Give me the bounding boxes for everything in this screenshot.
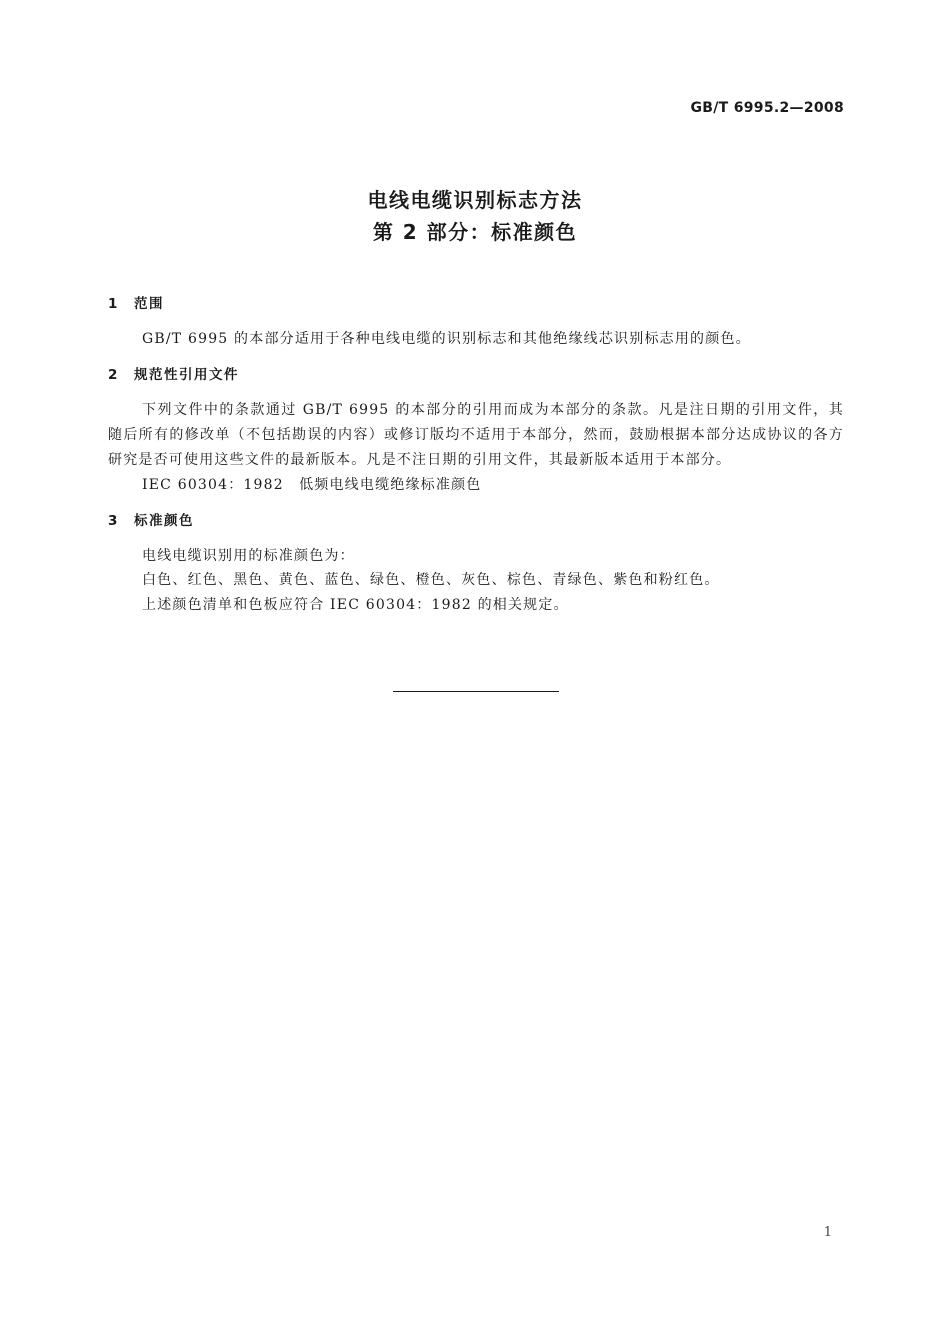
reference-item: IEC 60304：1982 低频电线电缆绝缘标准颜色 xyxy=(142,477,482,493)
section-number: 2 xyxy=(108,367,119,383)
section-number: 3 xyxy=(108,512,119,529)
colors-intro-line: 电线电缆识别用的标准颜色为： xyxy=(142,547,355,564)
section-heading-standard-colors xyxy=(108,510,844,532)
section-title: 规范性引用文件 xyxy=(134,367,239,383)
end-rule xyxy=(393,691,559,692)
colors-compliance-line: 上述颜色清单和色板应符合 IEC 60304：1982 的相关规定。 xyxy=(142,596,569,613)
scope-paragraph: GB/T 6995 的本部分适用于各种电线电缆的识别标志和其他绝缘线芯识别标志用的颜色。 xyxy=(142,331,751,347)
section-heading-scope xyxy=(108,293,844,315)
document-body xyxy=(108,293,844,617)
section-title: 范围 xyxy=(134,296,164,312)
document-subtitle: 第 2 部分：标准颜色 xyxy=(372,220,578,244)
page-number: 1 xyxy=(823,1225,832,1240)
section-heading-normative-references xyxy=(108,364,844,386)
standard-code: GB/T 6995.2—2008 xyxy=(690,100,844,116)
section-title: 标准颜色 xyxy=(134,512,194,529)
references-paragraph: 下列文件中的条款通过 GB/T 6995 的本部分的引用而成为本部分的条款。凡是注日期的引用文件，其随后所有的修改单（不包括勘误的内容）或修订版均不适用于本部分，然而，鼓励根据本部分达成协议的各方研究是否可使用这些文件的最新版本。凡是不注日期的引用文件，其最新版本适用于本部分。 xyxy=(108,402,844,468)
colors-list-line: 白色、红色、黑色、黄色、蓝色、绿色、橙色、灰色、棕色、青绿色、紫色和粉红色。 xyxy=(142,572,720,588)
document-title: 电线电缆识别标志方法 xyxy=(367,188,583,212)
section-number: 1 xyxy=(108,296,119,312)
